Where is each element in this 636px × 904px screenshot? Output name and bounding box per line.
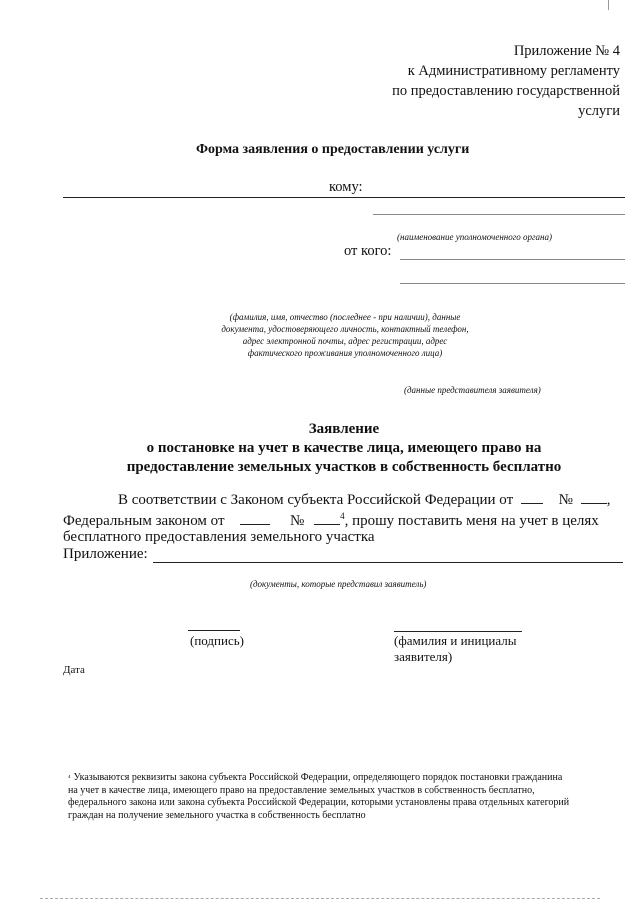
fed-law-date-blank: [240, 523, 270, 525]
body-line-2: [63, 511, 599, 530]
appendix-line-2: к Административному регламенту: [407, 63, 620, 79]
signature-line: [188, 630, 240, 631]
statement-subtitle-2: предоставление земельных участков в собственность бесплатно: [126, 459, 562, 475]
footnote-line-3: федерального закона или закона субъекта Российской Федерации, которыми установлены права отдельных категорий: [68, 797, 570, 808]
law-number-blank: [581, 502, 607, 504]
to-label: кому:: [329, 179, 363, 195]
from-hint-line-4: фактического проживания уполномоченного лица): [247, 348, 443, 358]
statement-subtitle-1: о постановке на учет в качестве лица, имеющего право на: [146, 440, 542, 456]
law-date-blank: [521, 502, 543, 504]
from-line-2: [400, 283, 625, 284]
number-sign-2: №: [290, 513, 305, 529]
footnote: [68, 772, 628, 822]
name-label-line-1: (фамилия и инициалы: [394, 633, 517, 648]
body-text-2-end: , прошу поставить меня на учет в целях: [344, 513, 599, 529]
appendix-line-3: по предоставлению государственной: [392, 83, 620, 99]
form-title: Форма заявления о предоставлении услуги: [196, 142, 470, 157]
from-hint-line-1: (фамилия, имя, отчество (последнее - при наличии), данные: [229, 312, 461, 322]
name-line: [394, 631, 522, 632]
body-line-3: бесплатного предоставления земельного участка: [63, 529, 375, 545]
scan-mark: [608, 0, 609, 10]
statement-heading: [60, 420, 628, 477]
from-line-1: [400, 259, 625, 260]
body-text-1: В соответствии с Законом субъекта Российской Федерации от: [118, 492, 514, 508]
signature-label: (подпись): [190, 633, 244, 648]
footnote-line-1: [68, 772, 628, 785]
appendix-line-1: Приложение № 4: [513, 43, 620, 59]
number-sign-1: №: [558, 492, 573, 508]
date-label: Дата: [63, 664, 85, 676]
to-line: [63, 197, 625, 198]
attachment-line: [153, 562, 623, 563]
scan-edge: [40, 898, 600, 899]
from-hint-line-2: документа, удостоверяющего личность, контактный телефон,: [221, 324, 469, 334]
appendix-header: [320, 41, 620, 121]
attachment-hint: (документы, которые представил заявитель): [250, 579, 427, 589]
to-line-2: [373, 214, 625, 215]
name-label-line-2: заявителя): [394, 649, 453, 664]
body-text-2: Федеральным законом от: [63, 513, 225, 529]
footnote-ref: 4: [340, 511, 345, 521]
fed-law-number-blank: [314, 523, 340, 525]
body-line-1: В соответствии с Законом субъекта Российской Федерации от № ,: [118, 492, 611, 508]
footnote-line-4: граждан на получение земельного участка в собственность бесплатно: [68, 809, 366, 821]
footnote-text-1: Указываются реквизиты закона субъекта Российской Федерации, определяющего порядок постановки гражданина: [73, 772, 563, 783]
from-hint: [200, 311, 490, 359]
name-label: [394, 633, 516, 665]
representative-hint: (данные представителя заявителя): [404, 385, 541, 395]
footnote-line-2: на учет в качестве лица, имеющего право на предоставление земельных участков в собственность бесплатно,: [68, 784, 535, 796]
from-hint-line-3: адрес электронной почты, адрес регистрации, адрес: [242, 336, 448, 346]
from-label: от кого:: [344, 243, 392, 259]
statement-title: Заявление: [308, 421, 380, 437]
to-hint: (наименование уполномоченного органа): [397, 232, 552, 242]
attachment-label: Приложение:: [63, 546, 148, 562]
appendix-line-4: услуги: [578, 103, 620, 119]
footnote-marker: ⁴: [68, 774, 71, 782]
